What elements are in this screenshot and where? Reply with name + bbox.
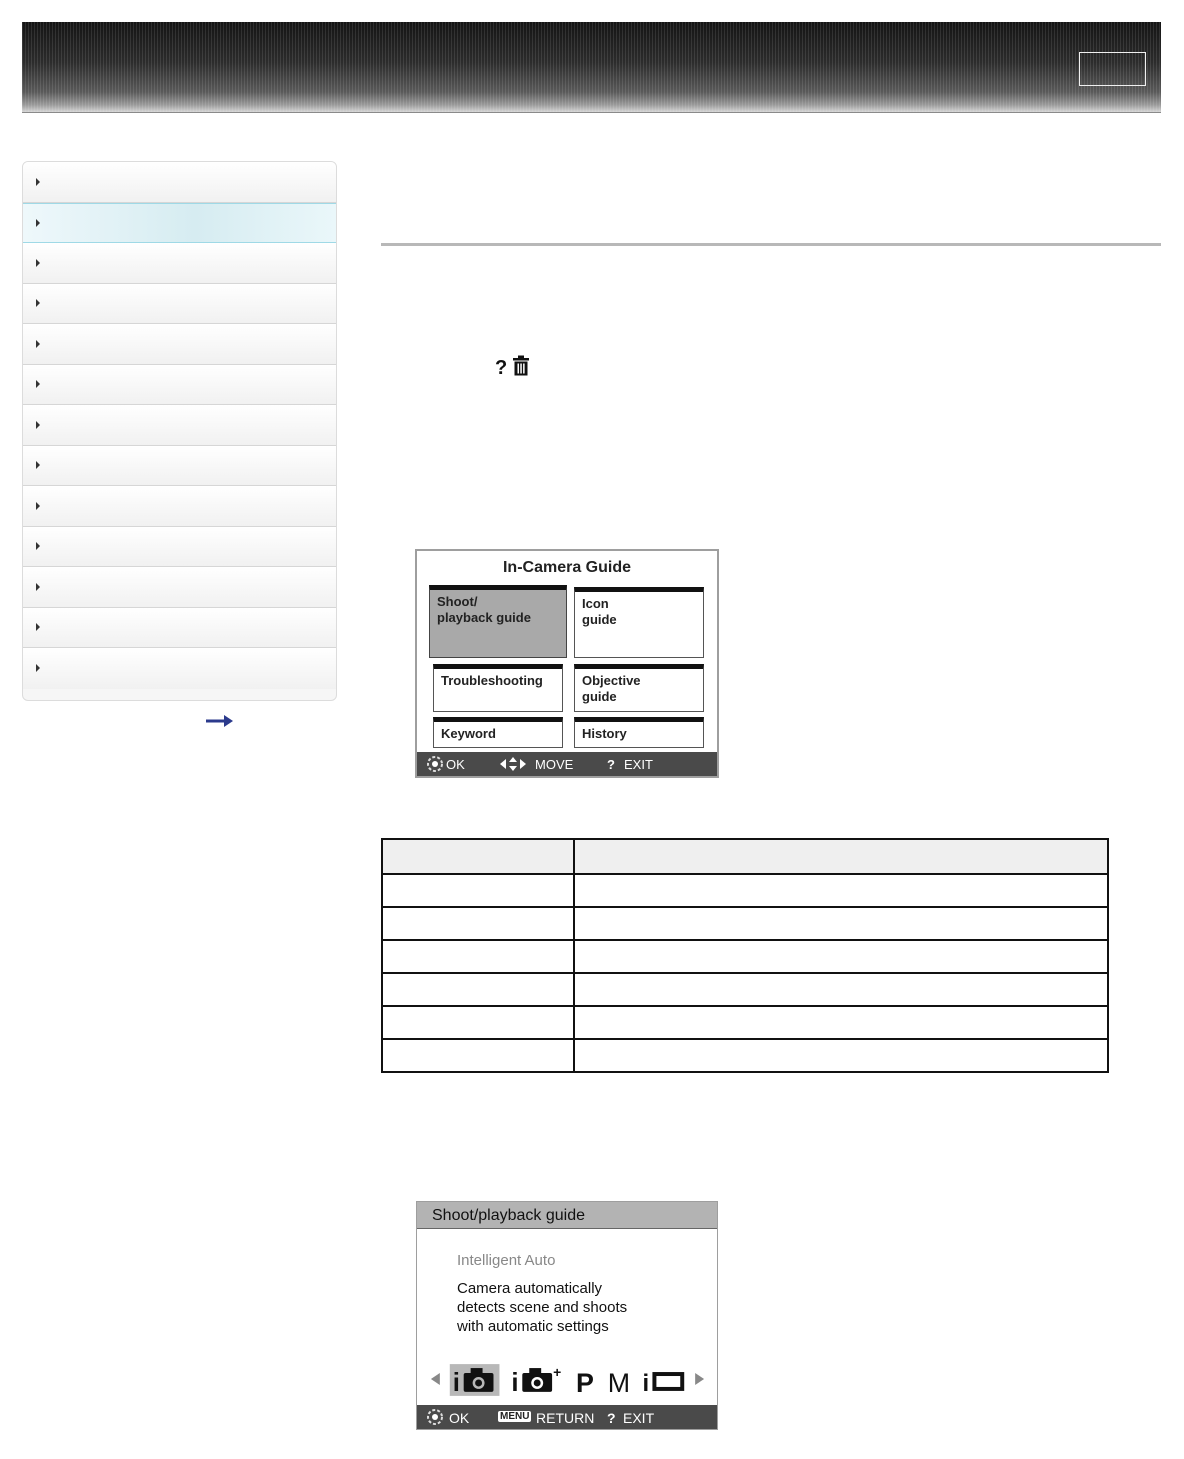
tile-icon-guide[interactable]: [574, 587, 704, 658]
return-label: RETURN: [536, 1410, 595, 1426]
screen-control-bar: [417, 752, 717, 776]
tile-label-line1: Troubleshooting: [441, 673, 543, 688]
mode-name: Intelligent Auto: [457, 1252, 556, 1269]
tile-label-line1: Keyword: [441, 726, 496, 741]
triangle-right-icon: [36, 542, 40, 550]
table-header-row: [382, 839, 1108, 874]
table-cell: [574, 973, 1108, 1006]
tile-keyword[interactable]: [433, 717, 563, 748]
mode-program-icon: P: [575, 1367, 594, 1398]
sidebar-item-4[interactable]: [23, 284, 336, 325]
tile-label-line1: Objective: [582, 673, 641, 688]
sidebar-item-6[interactable]: [23, 365, 336, 406]
exit-label: EXIT: [623, 1410, 655, 1426]
svg-text:i: i: [452, 1368, 460, 1397]
help-delete-button-icon: [494, 354, 534, 378]
table-cell: [574, 907, 1108, 940]
mode-panorama-icon: [642, 1370, 682, 1397]
in-camera-guide-screen: [415, 549, 719, 778]
table-header-cell: [574, 839, 1108, 874]
svg-text:?: ?: [495, 357, 508, 378]
table-row: [382, 1039, 1108, 1072]
sidebar-item-13[interactable]: [23, 648, 336, 689]
move-label: MOVE: [535, 757, 574, 772]
control-wheel-icon: [427, 1409, 443, 1425]
scroll-right-icon: [695, 1373, 704, 1385]
arrow-right-icon[interactable]: [206, 714, 234, 728]
help-icon: ?: [607, 757, 615, 772]
help-icon: ?: [607, 1410, 616, 1426]
ok-label: OK: [449, 1410, 470, 1426]
tile-label-line2: guide: [582, 689, 617, 704]
sidebar-item-10[interactable]: [23, 527, 336, 568]
ok-label: OK: [446, 757, 465, 772]
sidebar-item-1[interactable]: [23, 162, 336, 203]
sidebar-item-8[interactable]: [23, 446, 336, 487]
table-cell: [574, 940, 1108, 973]
table-cell: [382, 907, 574, 940]
triangle-right-icon: [36, 340, 40, 348]
sidebar-item-3[interactable]: [23, 243, 336, 284]
tile-history[interactable]: [574, 717, 704, 748]
table-cell: [574, 874, 1108, 907]
description-line: detects scene and shoots: [457, 1299, 628, 1316]
svg-text:i: i: [511, 1368, 519, 1397]
scroll-left-icon: [431, 1373, 440, 1385]
triangle-right-icon: [36, 664, 40, 672]
triangle-right-icon: [36, 178, 40, 186]
description-line: Camera automatically: [457, 1280, 603, 1297]
table-cell: [382, 1006, 574, 1039]
sidebar-item-9[interactable]: [23, 486, 336, 527]
triangle-right-icon: [36, 583, 40, 591]
table-row: [382, 874, 1108, 907]
sidebar-nav: [22, 161, 337, 701]
header-divider: [22, 112, 1161, 113]
triangle-right-icon: [36, 259, 40, 267]
mode-manual-icon: M: [607, 1367, 631, 1398]
sidebar-item-5[interactable]: [23, 324, 336, 365]
svg-text:+: +: [553, 1364, 562, 1381]
table-cell: [382, 874, 574, 907]
tile-objective-guide[interactable]: [574, 664, 704, 712]
table-cell: [382, 940, 574, 973]
mode-selector[interactable]: [417, 1359, 717, 1399]
move-arrows-icon: [499, 756, 527, 772]
header-button[interactable]: [1079, 52, 1146, 86]
table-row: [382, 907, 1108, 940]
tile-label-line2: playback guide: [437, 610, 531, 625]
svg-text:i: i: [642, 1369, 650, 1397]
sidebar-item-11[interactable]: [23, 567, 336, 608]
triangle-right-icon: [36, 299, 40, 307]
info-table: [381, 838, 1109, 1073]
content-divider: [381, 243, 1161, 246]
exit-label: EXIT: [624, 757, 653, 772]
control-wheel-icon: [427, 756, 443, 772]
mode-description: [457, 1279, 687, 1336]
tile-troubleshooting[interactable]: [433, 664, 563, 712]
table-row: [382, 940, 1108, 973]
tile-label-line1: Shoot/: [437, 594, 478, 609]
shoot-playback-guide-screen: [416, 1201, 718, 1430]
sidebar-item-7[interactable]: [23, 405, 336, 446]
table-row: [382, 973, 1108, 1006]
triangle-right-icon: [36, 380, 40, 388]
table-cell: [382, 973, 574, 1006]
sidebar-item-2[interactable]: [23, 203, 336, 244]
triangle-right-icon: [36, 461, 40, 469]
tile-label-line2: guide: [582, 612, 617, 627]
table-cell: [574, 1039, 1108, 1072]
mode-superior-auto-icon: [511, 1364, 561, 1397]
triangle-right-icon: [36, 421, 40, 429]
triangle-right-icon: [36, 623, 40, 631]
screen-title: In-Camera Guide: [502, 559, 632, 576]
table-header-cell: [382, 839, 574, 874]
table-row: [382, 1006, 1108, 1039]
tile-label-line1: History: [582, 726, 627, 741]
table-cell: [382, 1039, 574, 1072]
description-line: with automatic settings: [457, 1318, 609, 1335]
table-cell: [574, 1006, 1108, 1039]
screen-header: Shoot/playback guide: [417, 1202, 717, 1229]
tile-shoot-playback-guide[interactable]: [429, 585, 567, 658]
screen-control-bar: [417, 1405, 717, 1429]
menu-button-icon: MENU: [500, 1411, 530, 1422]
sidebar-item-12[interactable]: [23, 608, 336, 649]
triangle-right-icon: [36, 219, 40, 227]
tile-label-line1: Icon: [582, 596, 609, 611]
triangle-right-icon: [36, 502, 40, 510]
header-banner: [22, 22, 1161, 112]
